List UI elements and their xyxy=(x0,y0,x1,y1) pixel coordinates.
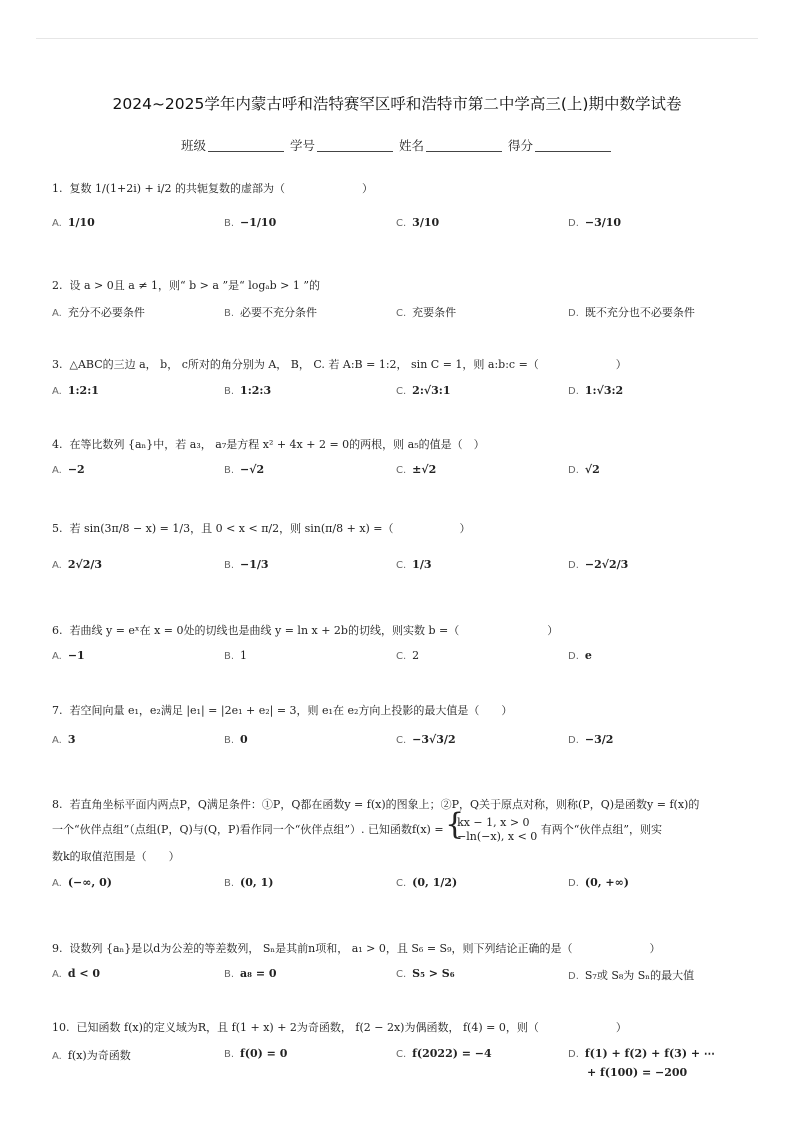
piece-2: −ln(−x), x < 0 xyxy=(457,830,538,843)
question-stem: 在等比数列 {aₙ}中，若 a₃， a₇是方程 x² + 4x + 2 = 0的两根，则 a₅的值是（ ） xyxy=(69,438,485,451)
option-a[interactable]: A. 1/10 xyxy=(52,216,95,229)
question-number: 4. xyxy=(52,438,63,451)
question-stem: 设数列 {aₙ}是以d为公差的等差数列， Sₙ是其前n项和， a₁ > 0，且 S₆ = S₉，则下列结论正确的是（ ） xyxy=(69,942,661,955)
option-d[interactable]: D. f(1) + f(2) + f(3) + ⋯ xyxy=(568,1047,715,1060)
question-7 xyxy=(52,702,754,720)
option-d[interactable]: D. S₇或 S₈为 Sₙ的最大值 xyxy=(568,969,695,982)
question-stem: △ABC的三边 a， b， c所对的角分别为 A， B， C. 若 A:B = 1:2， sin C = 1，则 a:b:c =（ ） xyxy=(69,358,627,371)
option-a[interactable]: A. −2 xyxy=(52,463,85,476)
question-stem-cont: 有两个“伙伴点组”，则实 xyxy=(540,823,663,836)
option-b[interactable]: B. 0 xyxy=(224,733,248,746)
option-c[interactable]: C. ±√2 xyxy=(396,463,437,476)
question-stem: 已知函数 f(x)的定义域为R，且 f(1 + x) + 2为奇函数， f(2 − 2x)为偶函数， f(4) = 0，则（ ） xyxy=(76,1021,627,1034)
option-d[interactable]: D. −2√2/3 xyxy=(568,558,629,571)
question-number: 8. xyxy=(52,798,63,811)
option-c[interactable]: C. S₅ > S₆ xyxy=(396,967,455,980)
option-b[interactable]: B. f(0) = 0 xyxy=(224,1047,288,1060)
question-10 xyxy=(52,1019,754,1037)
question-8 xyxy=(52,796,754,814)
score-blank[interactable] xyxy=(535,139,611,152)
question-stem: 若曲线 y = eˣ在 x = 0处的切线也是曲线 y = ln x + 2b的切线，则实数 b =（ ） xyxy=(69,624,559,637)
option-a[interactable]: A. d < 0 xyxy=(52,967,101,980)
class-blank[interactable] xyxy=(208,139,284,152)
option-d[interactable]: D. 既不充分也不必要条件 xyxy=(568,306,695,319)
option-c[interactable]: C. −3√3/2 xyxy=(396,733,456,746)
option-c[interactable]: C. 2 xyxy=(396,649,420,662)
option-d[interactable]: D. 1:√3:2 xyxy=(568,384,624,397)
question-number: 1. xyxy=(52,182,63,195)
option-d[interactable]: D. (0, +∞) xyxy=(568,876,629,889)
question-8-line3 xyxy=(52,848,754,866)
student-id-blank[interactable] xyxy=(317,139,393,152)
option-d[interactable]: D. −3/2 xyxy=(568,733,614,746)
question-number: 9. xyxy=(52,942,63,955)
question-stem: 若 sin(3π/8 − x) = 1/3，且 0 < x < π/2，则 sin(π/8 + x) =（ ） xyxy=(69,522,471,535)
question-number: 7. xyxy=(52,704,63,717)
option-a[interactable]: A. 1:2:1 xyxy=(52,384,99,397)
option-b[interactable]: B. a₈ = 0 xyxy=(224,967,277,980)
question-number: 3. xyxy=(52,358,63,371)
question-stem: 若直角坐标平面内两点P，Q满足条件：①P，Q都在函数y = f(x)的图象上；②P，Q关于原点对称，则称(P，Q)是函数y = f(x)的 xyxy=(69,798,700,811)
question-stem-cont: 一个“伙伴点组”（点组(P，Q)与(Q，P)看作同一个“伙伴点组”）. 已知函数f(x) = xyxy=(52,823,444,836)
option-a[interactable]: A. 2√2/3 xyxy=(52,558,103,571)
option-d[interactable]: D. √2 xyxy=(568,463,600,476)
option-a[interactable]: A. 充分不必要条件 xyxy=(52,306,145,319)
option-c[interactable]: C. 充要条件 xyxy=(396,306,457,319)
option-a[interactable]: A. f(x)为奇函数 xyxy=(52,1049,131,1062)
question-stem: 复数 1/(1+2i) + i/2 的共轭复数的虚部为（ ） xyxy=(69,182,373,195)
score-label: 得分 xyxy=(507,138,533,153)
option-b[interactable]: B. 1 xyxy=(224,649,248,662)
student-info-row xyxy=(0,136,794,154)
question-4 xyxy=(52,436,754,454)
question-6 xyxy=(52,622,754,640)
option-a[interactable]: A. 3 xyxy=(52,733,76,746)
option-c[interactable]: C. f(2022) = −4 xyxy=(396,1047,492,1060)
question-number: 10. xyxy=(52,1021,70,1034)
option-c[interactable]: C. 1/3 xyxy=(396,558,432,571)
option-a[interactable]: A. −1 xyxy=(52,649,85,662)
piecewise-function xyxy=(447,816,537,844)
option-c[interactable]: C. (0, 1/2) xyxy=(396,876,458,889)
name-label: 姓名 xyxy=(398,138,424,153)
question-3 xyxy=(52,356,754,374)
question-stem: 若空间向量 e₁，e₂满足 |e₁| = |2e₁ + e₂| = 3，则 e₁在 e₂方向上投影的最大值是（ ） xyxy=(69,704,513,717)
piece-1: { kx − 1, x > 0 xyxy=(457,816,530,829)
header-rule xyxy=(36,38,758,39)
question-number: 6. xyxy=(52,624,63,637)
option-c[interactable]: C. 3/10 xyxy=(396,216,440,229)
page-title: 2024~2025学年内蒙古呼和浩特赛罕区呼和浩特市第二中学高三(上)期中数学试卷 xyxy=(112,95,682,113)
question-5 xyxy=(52,520,754,538)
option-b[interactable]: B. 1:2:3 xyxy=(224,384,272,397)
name-blank[interactable] xyxy=(426,139,502,152)
question-9 xyxy=(52,940,754,958)
question-1 xyxy=(52,180,754,198)
question-number: 2. xyxy=(52,279,63,292)
option-d[interactable]: D. −3/10 xyxy=(568,216,622,229)
option-d[interactable]: D. e xyxy=(568,649,592,662)
question-2 xyxy=(52,277,754,295)
question-8-line2 xyxy=(52,816,754,844)
option-b[interactable]: B. −1/10 xyxy=(224,216,277,229)
option-c[interactable]: C. 2:√3:1 xyxy=(396,384,451,397)
option-b[interactable]: B. 必要不充分条件 xyxy=(224,306,318,319)
option-b[interactable]: B. (0, 1) xyxy=(224,876,274,889)
question-stem: 设 a > 0且 a ≠ 1，则“ b > a ”是“ logₐb > 1 ”的 xyxy=(69,279,320,292)
class-label: 班级 xyxy=(180,138,206,153)
student-id-label: 学号 xyxy=(289,138,315,153)
option-a[interactable]: A. (−∞, 0) xyxy=(52,876,112,889)
question-number: 5. xyxy=(52,522,63,535)
option-b[interactable]: B. −√2 xyxy=(224,463,265,476)
option-b[interactable]: B. −1/3 xyxy=(224,558,269,571)
option-d-line2: + f(100) = −200 xyxy=(587,1066,688,1079)
question-stem-cont: 数k的取值范围是（ ） xyxy=(52,850,180,863)
